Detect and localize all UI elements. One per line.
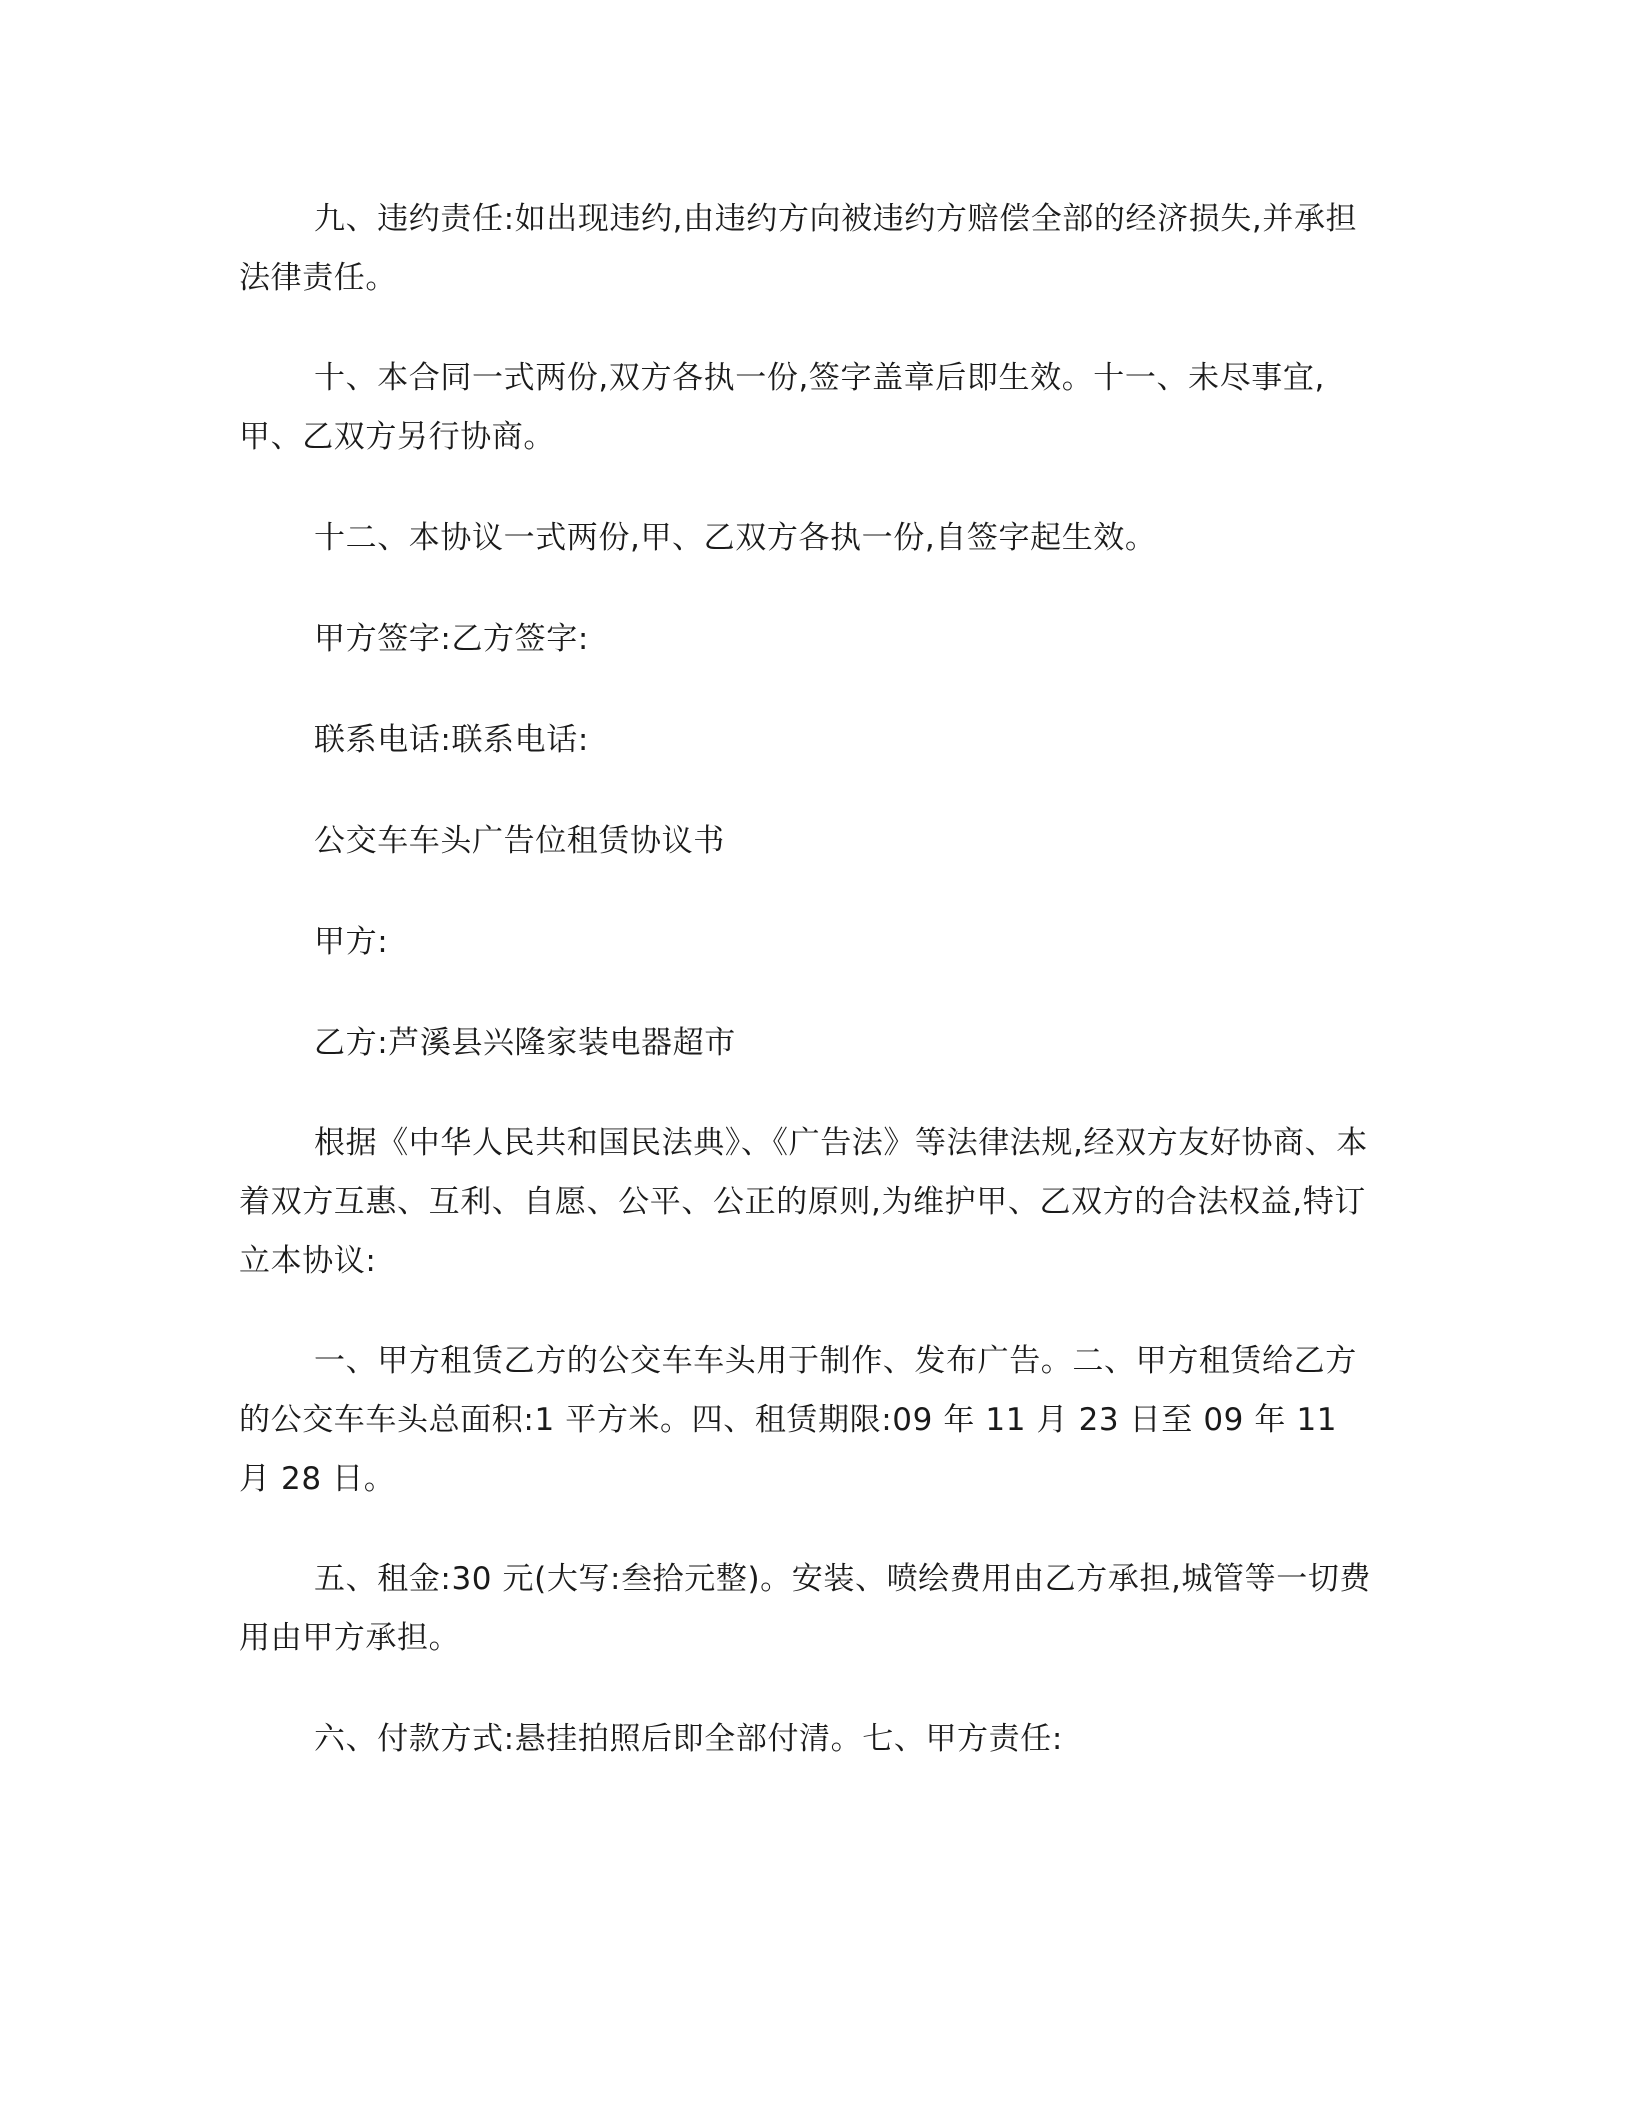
document-body [239,190,1374,1769]
paragraph-copies-and-unresolved: 十、本合同一式两份,双方各执一份,签字盖章后即生效。十一、未尽事宜,甲、乙双方另行协商。 [239,360,1325,455]
party-a-label: 甲方: [314,924,389,960]
paragraph-rent: 五、租金:30 元(大写:叁拾元整)。安装、喷绘费用由乙方承担,城管等一切费用由甲方承担。 [239,1561,1372,1656]
paragraph-payment: 六、付款方式:悬挂拍照后即全部付清。七、甲方责任: [314,1721,1063,1757]
paragraph-agreement-effective: 十二、本协议一式两份,甲、乙双方各执一份,自签字起生效。 [314,520,1157,556]
paragraph-preamble: 根据《中华人民共和国民法典》、《广告法》等法律法规,经双方友好协商、本着双方互惠、互利、自愿、公平、公正的原则,为维护甲、乙双方的合法权益,特订立本协议: [239,1125,1368,1279]
paragraph-contact-phones: 联系电话:联系电话: [314,722,589,758]
paragraph-signatures: 甲方签字:乙方签字: [314,621,589,657]
party-b-label: 乙方:芦溪县兴隆家装电器超市 [314,1025,736,1061]
paragraph-breach-liability: 九、违约责任:如出现违约,由违约方向被违约方赔偿全部的经济损失,并承担法律责任。 [239,201,1358,296]
document-title: 公交车车头广告位租赁协议书 [314,823,725,859]
paragraph-lease-terms: 一、甲方租赁乙方的公交车车头用于制作、发布广告。二、甲方租赁给乙方的公交车车头总面积:1 平方米。四、租赁期限:09 年 11 月 23 日至 09 年 11 月 28 日。 [239,1343,1357,1497]
